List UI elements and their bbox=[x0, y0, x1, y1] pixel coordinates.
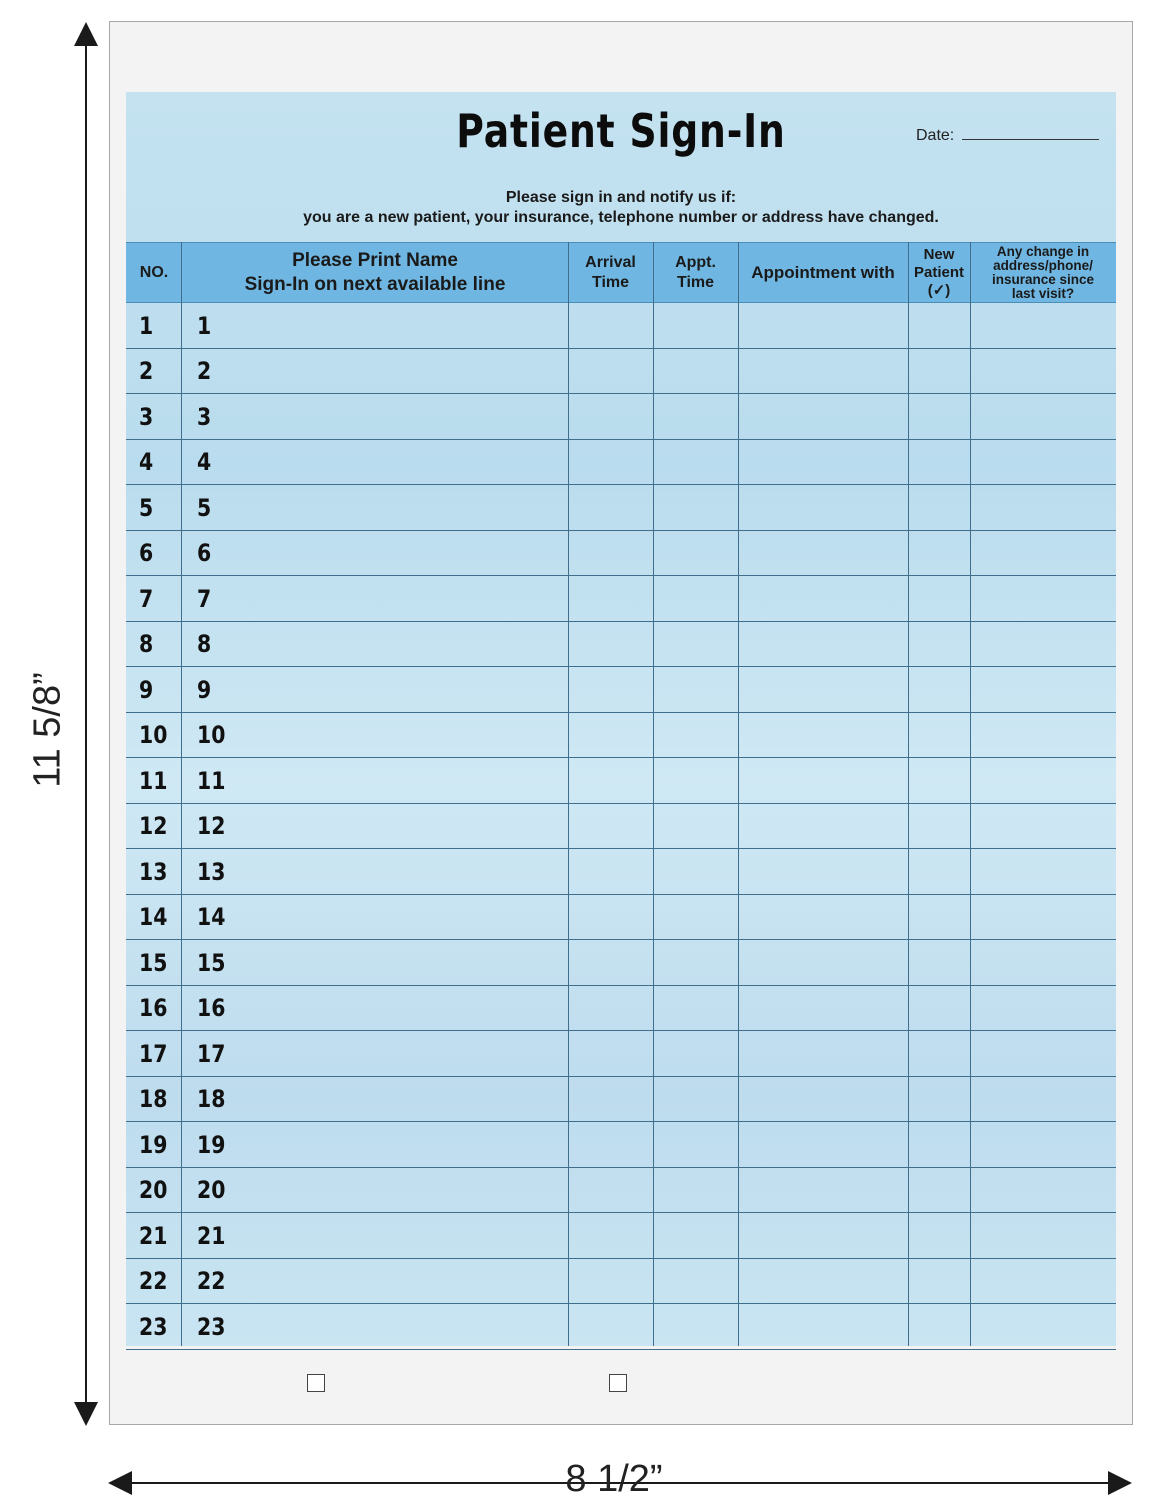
row-number: 22 bbox=[139, 1267, 168, 1295]
row-line-number: 15 bbox=[197, 948, 226, 977]
form-title: Patient Sign-In bbox=[456, 104, 786, 158]
row-line-number: 19 bbox=[197, 1130, 226, 1159]
row-line-number: 23 bbox=[197, 1312, 226, 1341]
header-appt-line-1: Appt. bbox=[675, 253, 716, 271]
row-number: 7 bbox=[139, 584, 154, 613]
sign-in-table bbox=[126, 242, 1116, 1346]
table-row[interactable] bbox=[126, 440, 1116, 486]
row-line-number: 17 bbox=[197, 1039, 226, 1068]
row-line-number: 16 bbox=[197, 994, 226, 1022]
table-row[interactable] bbox=[126, 940, 1116, 986]
row-number: 14 bbox=[139, 903, 168, 931]
row-line-number: 6 bbox=[197, 539, 212, 567]
table-row[interactable] bbox=[126, 667, 1116, 713]
table-row[interactable] bbox=[126, 849, 1116, 895]
row-number: 2 bbox=[139, 357, 154, 385]
row-line-number: 2 bbox=[197, 357, 212, 385]
column-divider bbox=[568, 242, 569, 1346]
row-number: 20 bbox=[139, 1176, 168, 1204]
header-change-line-4: last visit? bbox=[1011, 285, 1075, 301]
sign-in-form bbox=[126, 92, 1116, 1346]
row-number: 21 bbox=[139, 1221, 168, 1250]
header-arrival-line-2: Time bbox=[591, 273, 630, 291]
row-number: 19 bbox=[139, 1130, 168, 1159]
column-divider bbox=[653, 242, 654, 1346]
table-row[interactable] bbox=[126, 1168, 1116, 1214]
table-row[interactable] bbox=[126, 1031, 1116, 1077]
row-number: 18 bbox=[139, 1085, 168, 1113]
checkbox-left[interactable] bbox=[307, 1374, 325, 1392]
row-number: 16 bbox=[139, 994, 168, 1022]
column-divider bbox=[970, 242, 971, 1346]
table-row[interactable] bbox=[126, 349, 1116, 395]
header-any-change bbox=[970, 243, 1116, 302]
row-line-number: 4 bbox=[197, 448, 212, 476]
header-new-line-2: Patient bbox=[913, 263, 964, 281]
header-arrival-time bbox=[568, 243, 653, 302]
row-line-number: 5 bbox=[197, 493, 212, 522]
header-no: NO. bbox=[139, 263, 169, 281]
row-line-number: 20 bbox=[197, 1176, 226, 1204]
row-line-number: 12 bbox=[197, 812, 226, 840]
header-appointment-with: Appointment with bbox=[751, 262, 895, 282]
notice-text bbox=[126, 188, 1116, 228]
table-row[interactable] bbox=[126, 303, 1116, 349]
arrow-left-icon bbox=[108, 1471, 132, 1495]
table-row[interactable] bbox=[126, 758, 1116, 804]
row-number: 3 bbox=[139, 402, 154, 431]
header-name bbox=[182, 243, 568, 302]
date-label: Date: bbox=[916, 127, 955, 144]
table-row[interactable] bbox=[126, 485, 1116, 531]
row-line-number: 13 bbox=[197, 857, 226, 886]
row-line-number: 7 bbox=[197, 584, 212, 613]
row-line-number: 18 bbox=[197, 1085, 226, 1113]
row-number: 1 bbox=[139, 311, 154, 340]
row-number: 13 bbox=[139, 857, 168, 886]
column-divider bbox=[738, 242, 739, 1346]
date-line bbox=[962, 127, 1099, 140]
row-number: 15 bbox=[139, 948, 168, 977]
column-divider bbox=[181, 242, 182, 1346]
table-row[interactable] bbox=[126, 1213, 1116, 1259]
table-row[interactable] bbox=[126, 804, 1116, 850]
notice-line-2: you are a new patient, your insurance, telephone number or address have changed. bbox=[303, 209, 939, 226]
row-number: 6 bbox=[139, 539, 154, 567]
height-dimension-line bbox=[85, 26, 87, 1422]
column-divider bbox=[908, 242, 909, 1346]
row-line-number: 14 bbox=[197, 903, 226, 931]
table-row[interactable] bbox=[126, 986, 1116, 1032]
row-number: 9 bbox=[139, 675, 154, 704]
row-number: 10 bbox=[139, 721, 168, 749]
row-line-number: 1 bbox=[197, 311, 212, 340]
table-body bbox=[126, 303, 1116, 1350]
row-line-number: 8 bbox=[197, 630, 212, 658]
header-name-line-2: Sign-In on next available line bbox=[244, 273, 506, 295]
row-number: 5 bbox=[139, 493, 154, 522]
table-row[interactable] bbox=[126, 394, 1116, 440]
table-row[interactable] bbox=[126, 1077, 1116, 1123]
row-number: 17 bbox=[139, 1039, 168, 1068]
header-arrival-line-1: Arrival bbox=[585, 253, 636, 271]
row-number: 8 bbox=[139, 630, 154, 658]
row-line-number: 10 bbox=[197, 721, 226, 749]
header-new-line-3: (✓) bbox=[927, 281, 951, 299]
width-dimension-label: 8 1/2” bbox=[565, 1458, 663, 1500]
table-row[interactable] bbox=[126, 576, 1116, 622]
table-row[interactable] bbox=[126, 1122, 1116, 1168]
row-line-number: 11 bbox=[197, 766, 226, 795]
table-row[interactable] bbox=[126, 1259, 1116, 1305]
date-field[interactable] bbox=[916, 127, 1099, 145]
header-appt-line-2: Time bbox=[676, 273, 715, 291]
header-change-line-3: insurance since bbox=[991, 271, 1095, 287]
header-new-line-1: New bbox=[923, 245, 955, 263]
header-change-line-2: address/phone/ bbox=[993, 257, 1093, 273]
table-row[interactable] bbox=[126, 1304, 1116, 1350]
arrow-up-icon bbox=[74, 22, 98, 46]
row-number: 23 bbox=[139, 1312, 168, 1341]
row-number: 4 bbox=[139, 448, 154, 476]
row-line-number: 21 bbox=[197, 1221, 226, 1250]
table-row[interactable] bbox=[126, 713, 1116, 759]
header-name-line-1: Please Print Name bbox=[292, 249, 458, 271]
row-number: 12 bbox=[139, 812, 168, 840]
table-row[interactable] bbox=[126, 531, 1116, 577]
checkbox-right[interactable] bbox=[609, 1374, 627, 1392]
header-new-patient bbox=[908, 243, 970, 302]
row-number: 11 bbox=[139, 766, 168, 795]
header-appt-time bbox=[653, 243, 738, 302]
row-line-number: 3 bbox=[197, 402, 212, 431]
height-dimension-label: 11 5/8” bbox=[26, 672, 69, 788]
table-header bbox=[126, 242, 1116, 303]
notice-line-1: Please sign in and notify us if: bbox=[505, 189, 737, 206]
table-row[interactable] bbox=[126, 622, 1116, 668]
arrow-right-icon bbox=[1108, 1471, 1132, 1495]
table-row[interactable] bbox=[126, 895, 1116, 941]
row-line-number: 9 bbox=[197, 675, 212, 704]
arrow-down-icon bbox=[74, 1402, 98, 1426]
row-line-number: 22 bbox=[197, 1267, 226, 1295]
header-change-line-1: Any change in bbox=[996, 243, 1090, 259]
